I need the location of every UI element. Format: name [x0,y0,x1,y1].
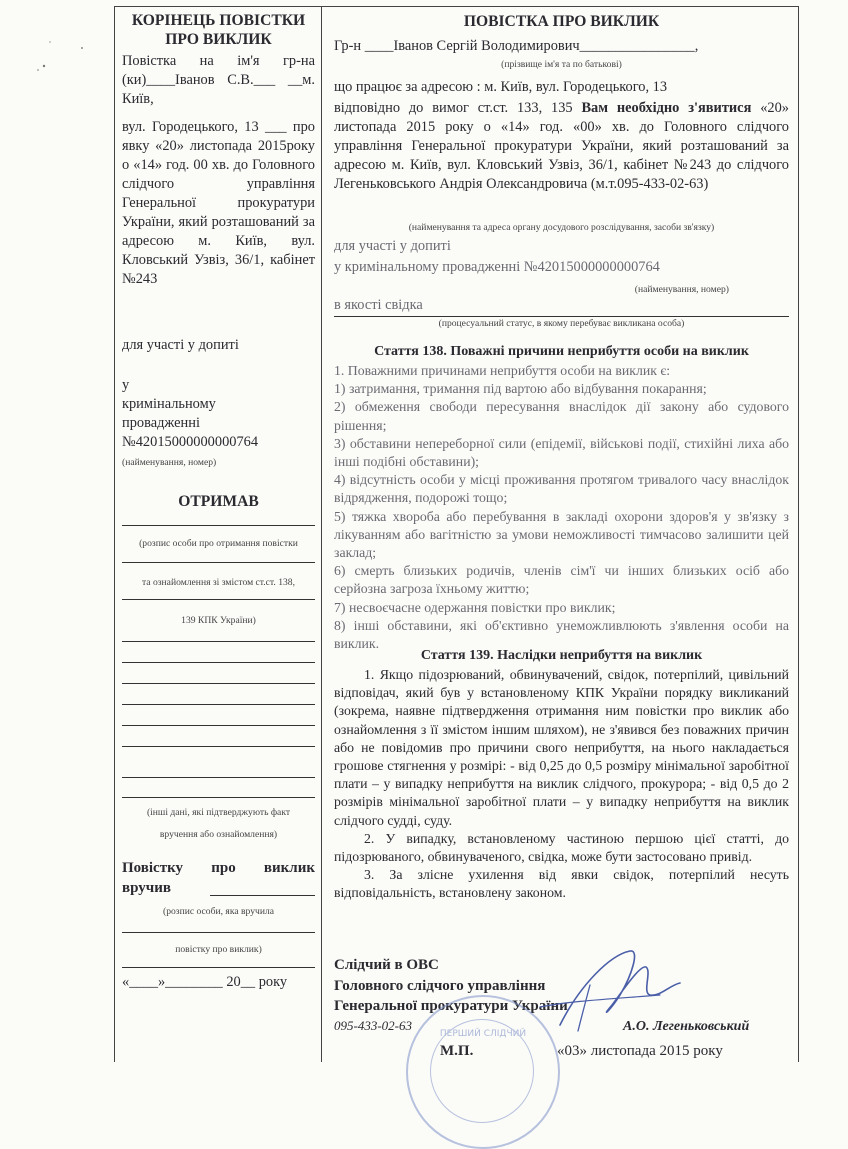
article-138-item: 3) обставини непереборної сили (епідемії, військові події, стихійні лиха або інші подібні обставини); [334,435,789,470]
summons-body-caption: (найменування та адреса органу досудового розслідування, засоби зв'язку) [408,222,715,233]
other-data-caption-1: (інші дані, які підтверджують факт [146,807,291,818]
stub-title [122,11,315,49]
article-139-part-3: 3. За злісне ухилення від явки свідок, потерпілий несуть відповідальність, встановлену законом. [334,867,789,901]
stub-date-line: «____»________ 20__ року [122,974,288,990]
receipt-line-3 [122,599,315,600]
stub-title-line1: КОРІНЕЦЬ ПОВІСТКИ [131,12,306,29]
article-138-item: 1) затримання, тримання під вартою або відбування покарання; [334,381,707,397]
handed-line-3 [122,967,315,968]
article-138-item: 2) обмеження свободи пересування внаслідок дії закону або судового рішення; [334,399,789,433]
stamp-text: ПЕРШИЙ СЛІДЧИЙ [439,1029,527,1039]
other-data-line-1 [122,641,315,642]
receipt-caption-1: (розпис особи про отримання повістки [139,538,298,549]
handed-by-label: Повістку про виклик вручив [122,860,315,896]
summons-form [114,6,799,1062]
work-address: що працює за адресою : м. Київ, вул. Городецького, 13 [334,79,668,95]
addressee-caption: (прізвище ім'я та по батькові) [501,59,622,70]
other-data-line-2 [122,662,315,663]
stub-summons-text: вул. Городецького, 13 ___ про явку «20» листопада 2015року о «14» год. 00 хв. до Головного слідчого управління Генеральної прокуратури України, який розташований за адресою м. Київ, вул. Кловський Узвіз, 36/1, кабінет №243 [122,119,315,287]
stub-addressee: Повістка на ім'я гр-на (ки)____Іванов С.В.___ __м. Київ, [122,53,315,107]
status-caption: (процесуальний статус, в якому перебуває викликана особа) [438,318,685,329]
article-139-text [334,666,789,903]
stub-proceedings-1: у [122,377,130,393]
stub-proceedings [122,376,315,452]
article-138-title: Стаття 138. Поважні причини неприбуття особи на виклик [374,344,749,359]
summons-column [323,7,799,1062]
status-underline [334,316,789,317]
summons-title: ПОВІСТКА ПРО ВИКЛИК [463,13,660,30]
investigator-agency: Генеральної прокуратури України [334,998,568,1014]
article-139-title: Стаття 139. Наслідки неприбуття на виклик [420,648,703,663]
handed-line-2 [122,932,315,933]
scan-speckles [30,40,100,105]
received-heading: ОТРИМАВ [178,493,259,510]
stamp-place-label: М.П. [440,1043,474,1059]
receipt-signature-line [122,525,315,526]
investigator-name: А.О. Легеньковський [623,1019,750,1034]
addressee-name: Гр-н ____Іванов Сергій Володимирович________________, [334,38,699,54]
article-138-item: 8) інші обставини, які об'єктивно унеможливлюють з'явлення особи на виклик. [334,617,789,652]
other-data-line-4 [122,704,315,705]
summons-body-must-appear: Вам необхідно з'явитися [581,100,752,116]
article-139-part-2: 2. У випадку, встановленому частиною першою цієї статті, до підозрюваного, обвинуваченого, свідка, може бути застосовано привід. [334,830,789,865]
receipt-caption-3: 139 КПК України) [181,615,256,626]
stub-proceedings-3: провадженні [122,415,200,431]
summons-body-legal-ref: відповідно до вимог ст.ст. 133, 135 [334,100,582,116]
article-138-list [334,362,789,653]
handed-by-line [210,895,315,896]
other-data-line-3 [122,683,315,684]
article-138-item: 7) несвоєчасне одержання повістки про виклик; [334,599,616,615]
stub-proceedings-caption: (найменування, номер) [122,457,217,468]
stub-participation: для участі у допиті [122,337,239,353]
stub-proceedings-2: кримінальному [122,396,216,412]
article-138-item: 5) тяжка хвороба або перебування в закладі охорони здоров'я у зв'язку з лікуванням або вагітністю за умови неможливості тимчасово залишити цей заклад; [334,508,789,561]
handed-caption-1: (розпис особи, яка вручила [163,906,274,917]
other-data-caption-2: вручення або ознайомлення) [159,829,278,840]
article-138-item: 1. Поважними причинами неприбуття особи на виклик є: [334,363,671,378]
handwritten-signature [520,945,690,1035]
article-139-part-1: 1. Якщо підозрюваний, обвинувачений, свідок, потерпілий, цивільний відповідач, який був у встановленому КПК України порядку викликаний (зокрема, наявне підтвердження отримання ним повістки про виклик або ознайомлення з її змістом іншим шляхом), не з'явився без поважних причин або не повідомив про причини свого неприбуття, на нього накладається грошове стягнення у розмірі: - від 0,25 до 0,5 розміру мінімальної заробітної плати – у випадку неприбуття на виклик слідчого, прокурора; - від 0,5 до 2 розмірів мінімальної заробітної плати – у випадку неприбуття на виклик слідчого судді, суду. [334,667,789,828]
article-138-item: 6) смерть близьких родичів, членів сім'ї чи інших близьких осіб або серйозна загроза їхньому життю; [334,563,789,597]
investigator-phone: 095-433-02-63 [334,1018,412,1033]
handed-caption-2: повістку про виклик) [175,944,262,955]
other-data-line-7 [122,777,315,778]
stub-column [115,7,322,1062]
other-data-line-8 [122,797,315,798]
proceedings-caption: (найменування, номер) [634,284,729,295]
stub-proceedings-number: №42015000000000764 [122,434,259,450]
other-data-line-5 [122,725,315,726]
participation-line: для участі у допиті [334,238,451,254]
other-data-line-6 [122,746,315,747]
issue-date: «03» листопада 2015 року [557,1043,723,1059]
status-line: в якості свідка [334,297,423,313]
summons-body-details: «20» листопада 2015 року о «14» год. «00» хв. до Головного слідчого управління Генеральної прокуратури України, який розташований за адресою м. Київ, вул. Кловський Узвіз, 36/1, кабінет №243 до слідчого Легеньковського Андрія Олександровича (м.т.095-433-02-63) [334,100,789,192]
summons-body [334,99,789,194]
proceedings-line: у кримінальному провадженні №42015000000000764 [334,259,660,275]
receipt-caption-2: та ознайомлення зі змістом ст.ст. 138, [142,577,295,588]
investigator-position: Слідчий в ОВС [334,957,439,973]
receipt-line-2 [122,562,315,563]
stub-title-line2: ПРО ВИКЛИК [165,31,272,48]
article-138-item: 4) відсутність особи у місці проживання протягом тривалого часу внаслідок відрядження, подорожі тощо; [334,472,789,506]
investigator-department: Головного слідчого управління [334,977,546,994]
